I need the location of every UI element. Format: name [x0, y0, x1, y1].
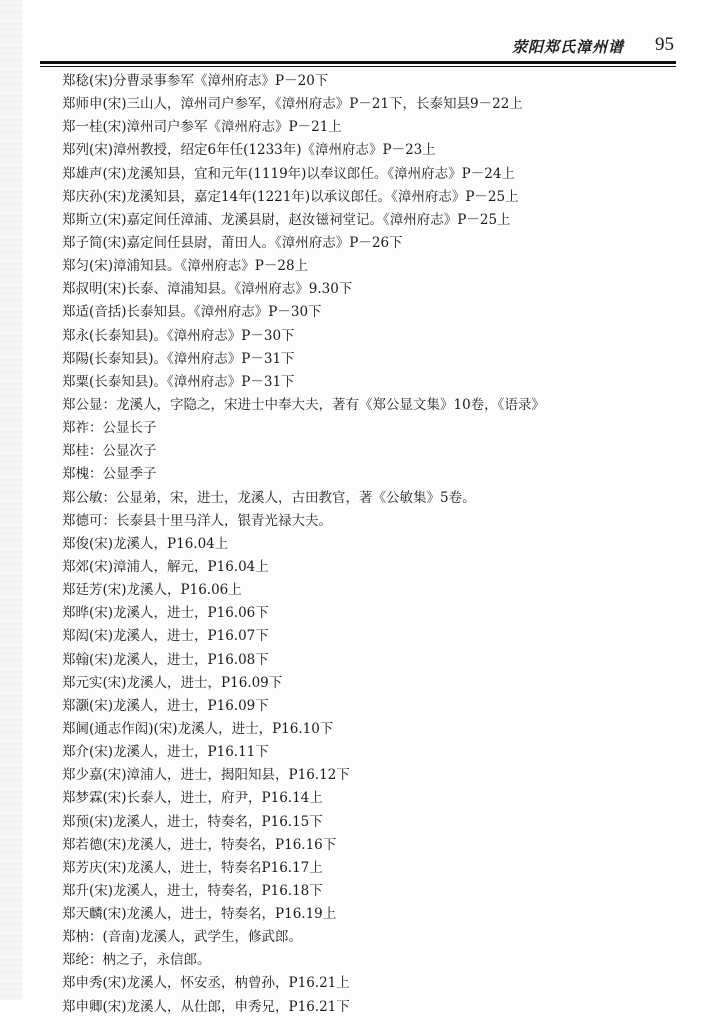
genealogy-entry: 郑陽(长泰知县)。《漳州府志》P－31下 [62, 350, 295, 367]
genealogy-entry: 郑升(宋)龙溪人，进士，特奏名，P16.18下 [62, 882, 323, 899]
genealogy-entry: 郑介(宋)龙溪人，进士，P16.11下 [62, 744, 269, 761]
genealogy-entry: 郑天麟(宋)龙溪人，进士，特奏名，P16.19上 [62, 906, 337, 923]
genealogy-entry: 郑翰(宋)龙溪人，进士，P16.08下 [62, 651, 269, 668]
genealogy-entry: 郑适(音括)长泰知县。《漳州府志》P－30下 [62, 304, 322, 321]
genealogy-entry: 郑申卿(宋)龙溪人，从仕郎，申秀兄，P16.21下 [62, 998, 350, 1015]
genealogy-entry: 郑槐：公显季子 [62, 466, 157, 483]
genealogy-entry: 郑闳(宋)龙溪人，进士，P16.07下 [62, 628, 269, 645]
genealogy-entry: 郑师申(宋)三山人，漳州司户参军，《漳州府志》P－21下，长泰知县9－22上 [62, 96, 523, 113]
header-rule-thin [40, 66, 676, 67]
genealogy-entry: 郑雄声(宋)龙溪知县，宜和元年(1119年)以奉议郎任。《漳州府志》P－24上 [62, 165, 515, 182]
genealogy-entry-list [62, 70, 682, 1019]
genealogy-entry: 郑匀(宋)漳浦知县。《漳州府志》P－28上 [62, 258, 309, 275]
genealogy-entry: 郑元实(宋)龙溪人，进士，P16.09下 [62, 674, 283, 691]
header-rule-thick [40, 61, 676, 64]
genealogy-entry: 郑粟(长泰知县)。《漳州府志》P－31下 [62, 373, 295, 390]
genealogy-entry: 郑灏(宋)龙溪人，进士，P16.09下 [62, 697, 269, 714]
genealogy-entry: 郑一桂(宋)漳州司户参军《漳州府志》P－21上 [62, 119, 342, 136]
genealogy-entry: 郑祚：公显长子 [62, 420, 157, 437]
genealogy-entry: 郑德可：长泰县十里马洋人，银青光禄大夫。 [62, 512, 332, 529]
genealogy-entry: 郑廷芳(宋)龙溪人，P16.06上 [62, 582, 242, 599]
page-number: 95 [655, 34, 674, 55]
genealogy-entry: 郑公显：龙溪人，字隐之，宋进士中奉大夫，著有《郑公显文集》10卷，《语录》 [62, 396, 545, 413]
genealogy-entry: 郑稔(宋)分曹录事参军《漳州府志》P－20下 [62, 73, 329, 89]
genealogy-entry: 郑列(宋)漳州教授，绍定6年任(1233年)《漳州府志》P－23上 [62, 142, 436, 159]
genealogy-entry: 郑庆孙(宋)龙溪知县，嘉定14年(1221年)以承议郎任。《漳州府志》P－25上 [62, 188, 519, 205]
genealogy-entry: 郑子简(宋)嘉定间任县尉，莆田人。《漳州府志》P－26下 [62, 234, 403, 251]
genealogy-entry: 郑预(宋)龙溪人，进士，特奏名，P16.15下 [62, 813, 323, 830]
running-title: 荥阳郑氏漳州谱 [511, 38, 624, 56]
genealogy-entry: 郑晔(宋)龙溪人，进士，P16.06下 [62, 605, 269, 622]
genealogy-entry: 郑阃(通志作闳)(宋)龙溪人，进士，P16.10下 [62, 720, 334, 737]
genealogy-entry: 郑叔明(宋)长泰、漳浦知县。《漳州府志》9.30下 [62, 281, 353, 298]
genealogy-entry: 郑枘：(音南)龙溪人，武学生，修武郎。 [62, 929, 303, 946]
genealogy-entry: 郑纶：枘之子，永信郎。 [62, 952, 211, 969]
genealogy-entry: 郑公敏：公显弟，宋，进士，龙溪人，古田教官，著《公敏集》5卷。 [62, 489, 476, 506]
genealogy-entry: 郑申秀(宋)龙溪人，怀安丞，枘曾孙，P16.21上 [62, 975, 350, 992]
scan-edge-shadow [0, 0, 22, 1000]
page-header [40, 24, 676, 64]
genealogy-entry: 郑桂：公显次子 [62, 443, 157, 460]
genealogy-entry: 郑芳庆(宋)龙溪人，进士，特奏名P16.17上 [62, 859, 323, 876]
genealogy-entry: 郑郊(宋)漳浦人，解元，P16.04上 [62, 558, 269, 575]
genealogy-entry: 郑梦霖(宋)长泰人，进士，府尹，P16.14上 [62, 790, 323, 807]
genealogy-entry: 郑斯立(宋)嘉定间任漳浦、龙溪县尉，赵汝镃祠堂记。《漳州府志》P－25上 [62, 211, 511, 228]
genealogy-entry: 郑永(长泰知县)。《漳州府志》P－30下 [62, 327, 295, 344]
genealogy-entry: 郑俊(宋)龙溪人，P16.04上 [62, 535, 229, 552]
genealogy-entry: 郑少嘉(宋)漳浦人，进士，揭阳知县，P16.12下 [62, 767, 350, 784]
genealogy-entry: 郑若德(宋)龙溪人，进士，特奏名，P16.16下 [62, 836, 337, 853]
